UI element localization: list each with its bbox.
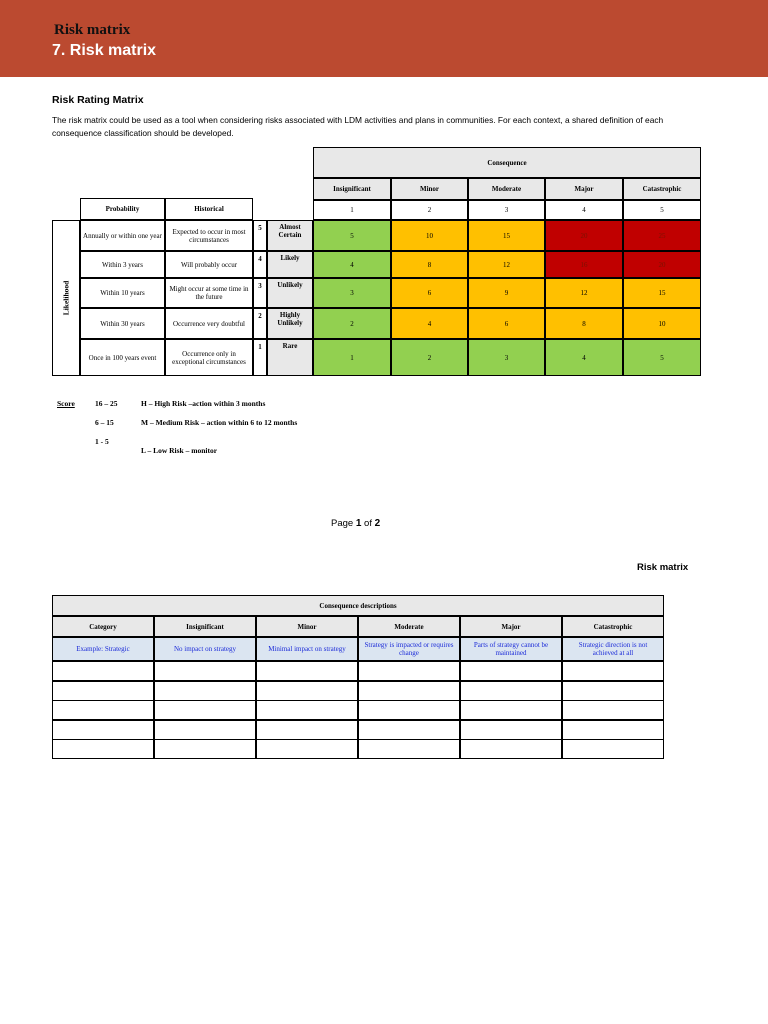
likelihood-level: Rare — [267, 339, 313, 376]
page-title: 7. Risk matrix — [52, 42, 157, 59]
likelihood-number: 4 — [253, 251, 267, 278]
score-range-low: 1 - 5 — [95, 437, 109, 446]
consequence-empty-cell — [358, 739, 460, 759]
consequence-empty-cell — [256, 720, 358, 740]
risk-score-cell: 20 — [623, 251, 701, 278]
consequence-empty-cell — [154, 700, 256, 720]
historical-cell: Occurrence very doubtful — [165, 308, 253, 339]
risk-score-cell: 1 — [313, 339, 391, 376]
consequence-empty-cell — [358, 720, 460, 740]
consequence-empty-cell — [562, 720, 664, 740]
risk-score-cell: 3 — [313, 278, 391, 308]
risk-score-cell: 5 — [313, 220, 391, 251]
likelihood-level: Likely — [267, 251, 313, 278]
consequence-empty-cell — [460, 661, 562, 681]
likelihood-level: Unlikely — [267, 278, 313, 308]
probability-cell: Within 3 years — [80, 251, 165, 278]
risk-score-cell: 15 — [623, 278, 701, 308]
page-number-mid: of — [361, 518, 375, 529]
consequence-level-name: Major — [545, 178, 623, 200]
consequence-example-cell: No impact on strategy — [154, 637, 256, 661]
risk-score-cell: 16 — [545, 251, 623, 278]
risk-score-cell: 20 — [545, 220, 623, 251]
historical-cell: Occurrence only in exceptional circumstances — [165, 339, 253, 376]
page2-running-header: Risk matrix — [637, 562, 689, 573]
consequence-empty-cell — [256, 661, 358, 681]
consequence-level-number: 3 — [468, 200, 545, 220]
consequence-table-header: Major — [460, 616, 562, 637]
consequence-empty-cell — [52, 700, 154, 720]
historical-header: Historical — [165, 198, 253, 220]
risk-score-cell: 6 — [468, 308, 545, 339]
header-subtitle: Risk matrix — [54, 22, 131, 38]
page-number — [331, 518, 380, 529]
consequence-level-number: 2 — [391, 200, 468, 220]
consequence-level-number: 1 — [313, 200, 391, 220]
score-range-medium: 6 – 15 — [95, 418, 114, 427]
likelihood-number: 2 — [253, 308, 267, 339]
risk-score-cell: 8 — [391, 251, 468, 278]
consequence-empty-cell — [52, 661, 154, 681]
consequence-level-number: 5 — [623, 200, 701, 220]
intro-paragraph: The risk matrix could be used as a tool when considering risks associated with LDM activities and plans in communities. For each context, a shared definition of each consequence classification should be developed. — [52, 115, 664, 138]
consequence-empty-cell — [256, 681, 358, 701]
consequence-empty-cell — [154, 661, 256, 681]
consequence-table-header: Insignificant — [154, 616, 256, 637]
consequence-empty-cell — [460, 700, 562, 720]
consequence-table-header: Category — [52, 616, 154, 637]
consequence-example-cell: Strategy is impacted or requires change — [358, 637, 460, 661]
risk-score-cell: 12 — [545, 278, 623, 308]
risk-score-cell: 3 — [468, 339, 545, 376]
consequence-empty-cell — [460, 739, 562, 759]
likelihood-level: Highly Unlikely — [267, 308, 313, 339]
consequence-empty-cell — [52, 739, 154, 759]
consequence-level-name: Minor — [391, 178, 468, 200]
consequence-table-title: Consequence descriptions — [52, 595, 664, 616]
page-number-current: 1 — [355, 518, 362, 529]
risk-score-cell: 4 — [313, 251, 391, 278]
consequence-empty-cell — [562, 700, 664, 720]
consequence-empty-cell — [562, 681, 664, 701]
consequence-example-cell: Strategic direction is not achieved at all — [562, 637, 664, 661]
consequence-level-name: Catastrophic — [623, 178, 701, 200]
probability-cell: Annually or within one year — [80, 220, 165, 251]
likelihood-number: 3 — [253, 278, 267, 308]
consequence-empty-cell — [52, 720, 154, 740]
consequence-empty-cell — [460, 681, 562, 701]
risk-score-cell: 4 — [545, 339, 623, 376]
probability-cell: Within 10 years — [80, 278, 165, 308]
consequence-empty-cell — [52, 681, 154, 701]
risk-score-cell: 2 — [391, 339, 468, 376]
consequence-level-name: Insignificant — [313, 178, 391, 200]
likelihood-level: Almost Certain — [267, 220, 313, 251]
page-number-total: 2 — [374, 518, 381, 529]
historical-cell: Will probably occur — [165, 251, 253, 278]
consequence-table-header: Moderate — [358, 616, 460, 637]
consequence-table-header: Minor — [256, 616, 358, 637]
risk-score-cell: 2 — [313, 308, 391, 339]
historical-cell: Might occur at some time in the future — [165, 278, 253, 308]
likelihood-number: 1 — [253, 339, 267, 376]
risk-score-cell: 12 — [468, 251, 545, 278]
consequence-table-header: Catastrophic — [562, 616, 664, 637]
consequence-example-cell: Example: Strategic — [52, 637, 154, 661]
probability-cell: Within 30 years — [80, 308, 165, 339]
probability-header: Probability — [80, 198, 165, 220]
consequence-empty-cell — [358, 681, 460, 701]
score-desc-high: H – High Risk –action within 3 months — [141, 399, 266, 408]
consequence-empty-cell — [154, 720, 256, 740]
risk-score-cell: 10 — [391, 220, 468, 251]
score-desc-low: L – Low Risk – monitor — [141, 446, 218, 455]
risk-score-cell: 8 — [545, 308, 623, 339]
consequence-empty-cell — [256, 739, 358, 759]
consequence-empty-cell — [460, 720, 562, 740]
consequence-empty-cell — [562, 661, 664, 681]
consequence-header: Consequence — [313, 147, 701, 178]
risk-score-cell: 5 — [623, 339, 701, 376]
historical-cell: Expected to occur in most circumstances — [165, 220, 253, 251]
risk-score-cell: 4 — [391, 308, 468, 339]
consequence-level-name: Moderate — [468, 178, 545, 200]
likelihood-number: 5 — [253, 220, 267, 251]
score-label: Score — [57, 399, 75, 408]
consequence-empty-cell — [256, 700, 358, 720]
consequence-empty-cell — [154, 739, 256, 759]
page-number-prefix: Page — [331, 518, 356, 529]
consequence-empty-cell — [358, 700, 460, 720]
score-desc-medium: M – Medium Risk – action within 6 to 12 months — [141, 418, 298, 427]
consequence-level-number: 4 — [545, 200, 623, 220]
consequence-empty-cell — [562, 739, 664, 759]
risk-score-cell: 15 — [468, 220, 545, 251]
risk-score-cell: 10 — [623, 308, 701, 339]
score-range-high: 16 – 25 — [95, 399, 118, 408]
risk-score-cell: 6 — [391, 278, 468, 308]
likelihood-label — [52, 220, 80, 376]
likelihood-label-text: Likelihood — [61, 280, 71, 316]
consequence-example-cell: Minimal impact on strategy — [256, 637, 358, 661]
consequence-example-cell: Parts of strategy cannot be maintained — [460, 637, 562, 661]
probability-cell: Once in 100 years event — [80, 339, 165, 376]
consequence-empty-cell — [358, 661, 460, 681]
risk-score-cell: 9 — [468, 278, 545, 308]
risk-score-cell: 25 — [623, 220, 701, 251]
consequence-empty-cell — [154, 681, 256, 701]
section-heading: Risk Rating Matrix — [52, 94, 144, 106]
